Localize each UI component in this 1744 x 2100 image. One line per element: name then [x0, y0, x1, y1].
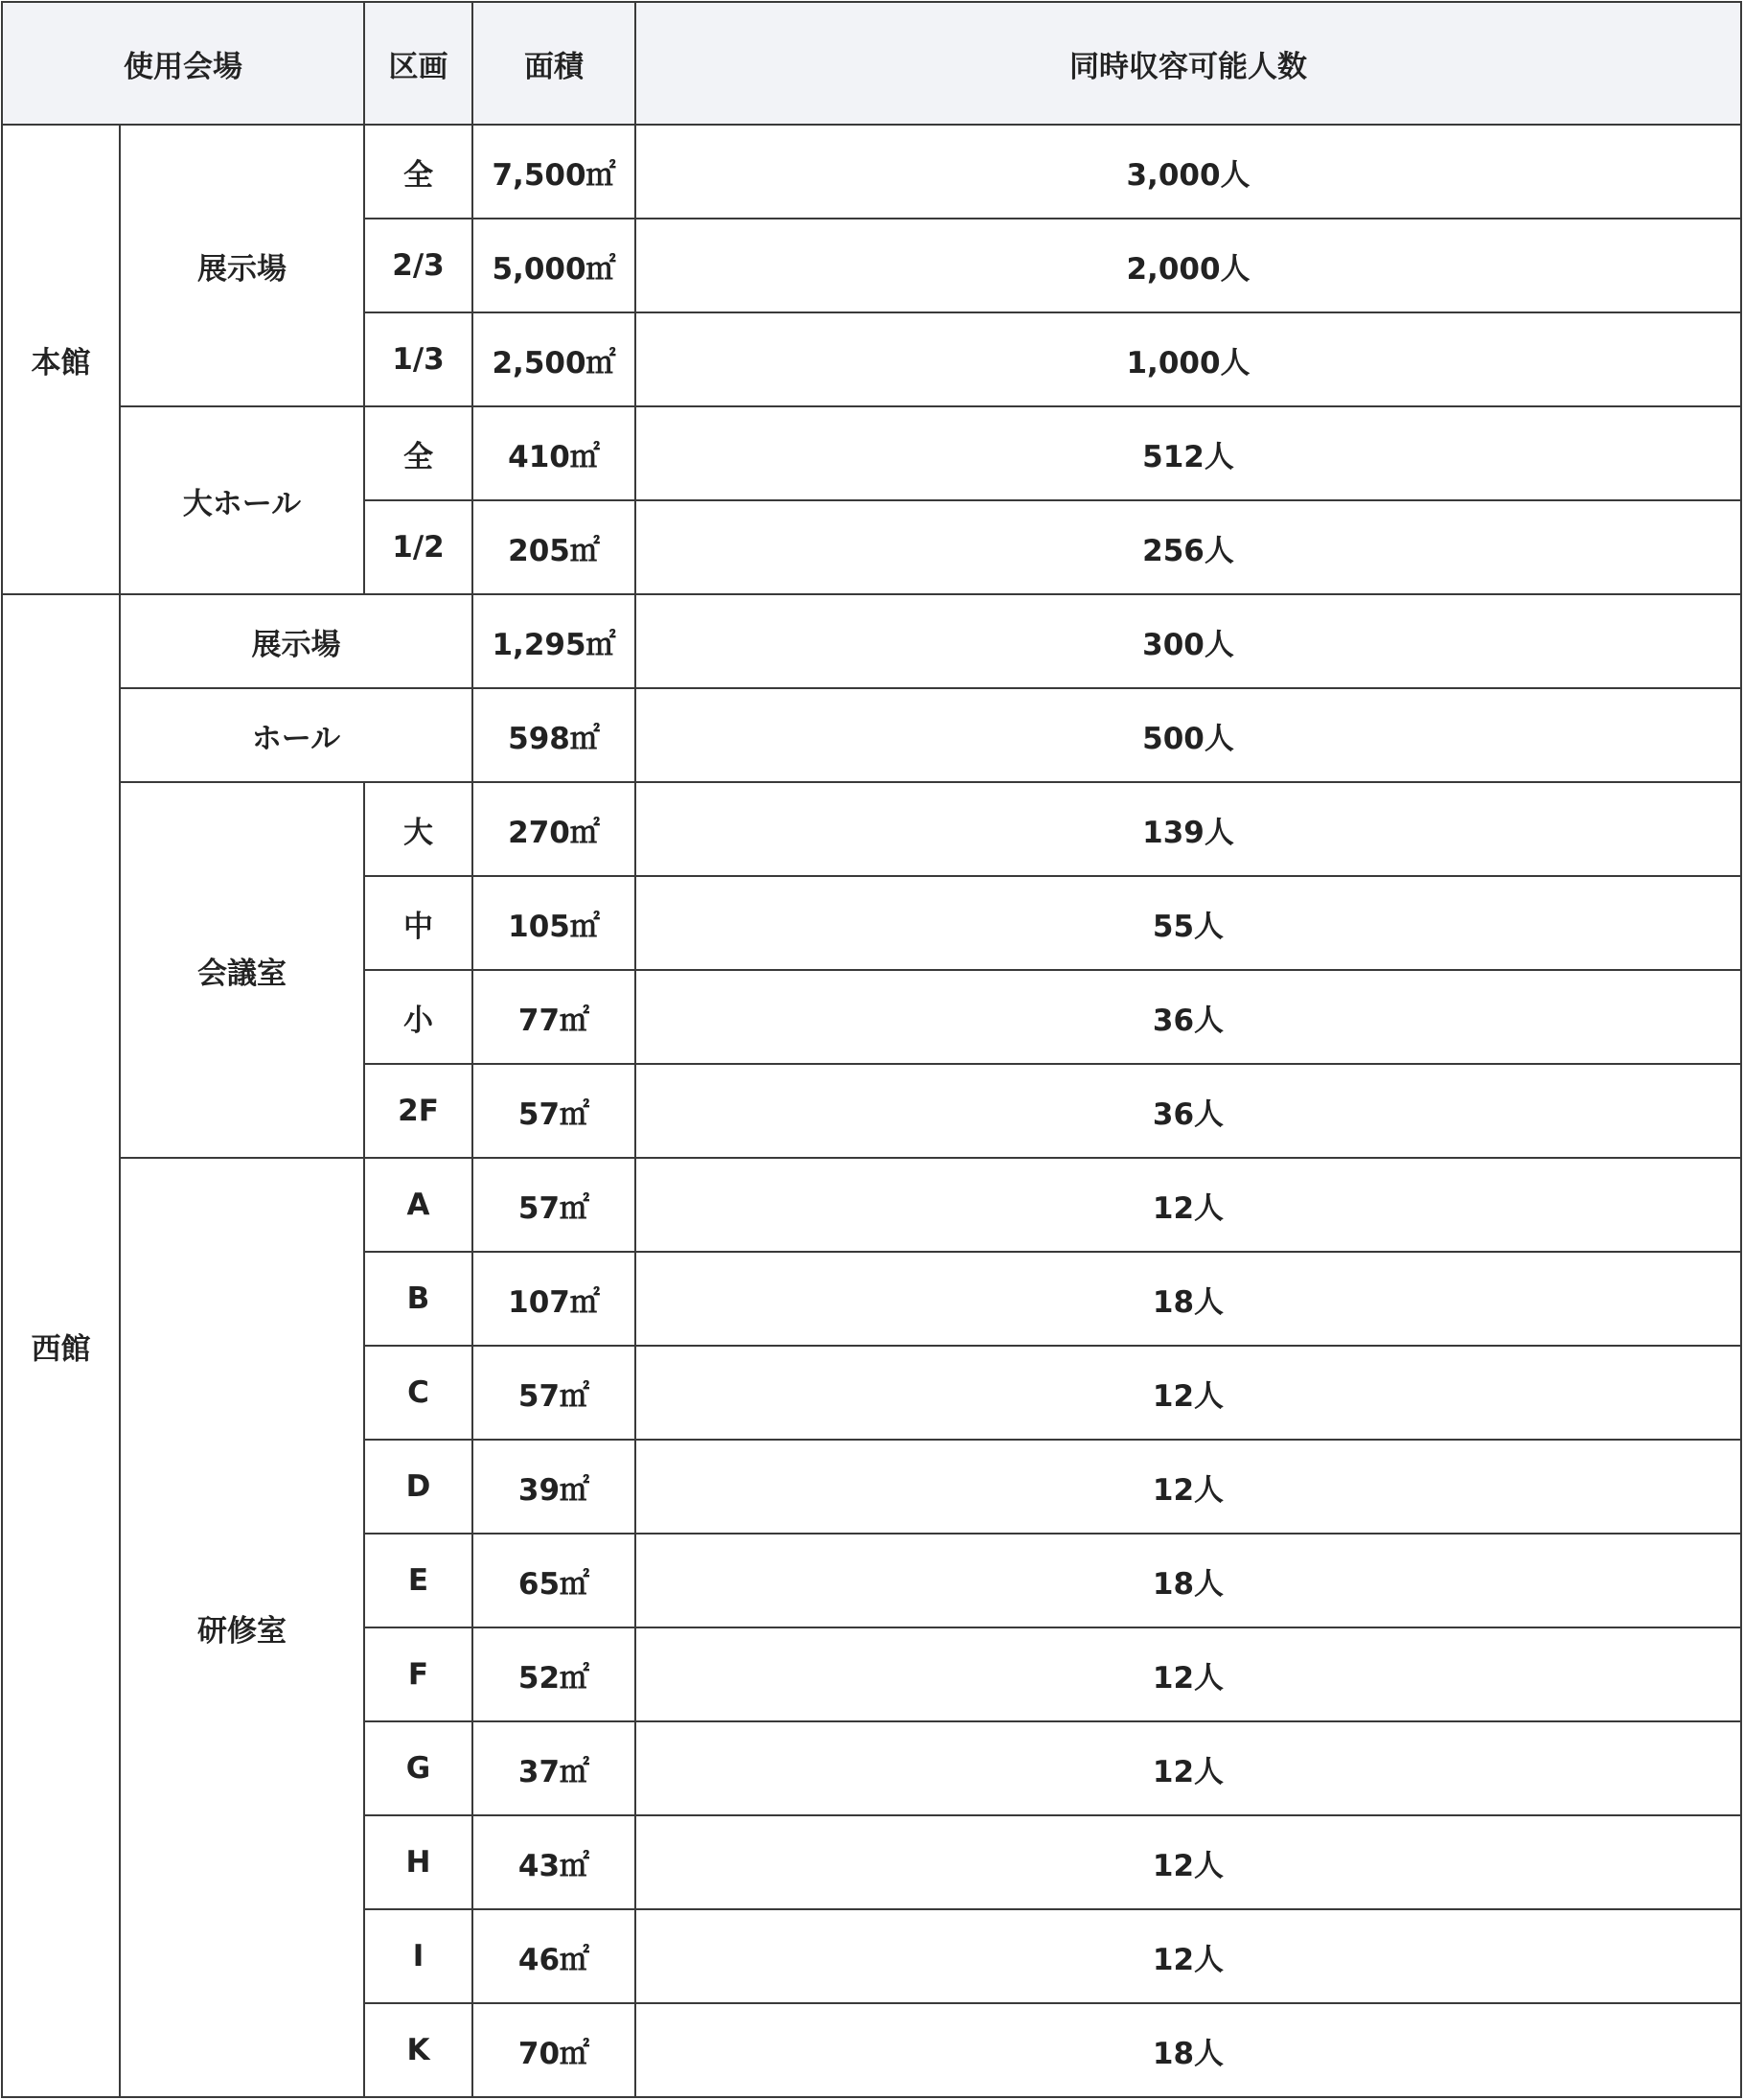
- section-cell: 全: [364, 125, 472, 219]
- venue-seikan-meeting: 会議室: [120, 782, 364, 1158]
- venue-seikan-training: 研修室: [120, 1158, 364, 2097]
- area-cell: 65㎡: [472, 1534, 635, 1627]
- capacity-cell: 139人: [635, 782, 1741, 876]
- area-cell: 52㎡: [472, 1627, 635, 1721]
- capacity-cell: 1,000人: [635, 312, 1741, 406]
- table-row: [2, 688, 1741, 782]
- section-cell: C: [364, 1346, 472, 1440]
- venue-honkan-hall: 大ホール: [120, 406, 364, 594]
- venue-seikan-hall: ホール: [120, 688, 472, 782]
- header-row: [2, 2, 1741, 125]
- capacity-cell: 18人: [635, 2003, 1741, 2097]
- section-cell: 2/3: [364, 219, 472, 312]
- area-cell: 43㎡: [472, 1815, 635, 1909]
- venue-capacity-table: [1, 1, 1742, 2098]
- capacity-cell: 18人: [635, 1534, 1741, 1627]
- header-section: 区画: [364, 2, 472, 125]
- section-cell: 2F: [364, 1064, 472, 1158]
- section-cell: 全: [364, 406, 472, 500]
- section-cell: H: [364, 1815, 472, 1909]
- area-cell: 270㎡: [472, 782, 635, 876]
- area-cell: 57㎡: [472, 1158, 635, 1252]
- area-cell: 70㎡: [472, 2003, 635, 2097]
- section-cell: D: [364, 1440, 472, 1534]
- area-cell: 7,500㎡: [472, 125, 635, 219]
- table-row: [2, 125, 1741, 219]
- section-cell: F: [364, 1627, 472, 1721]
- capacity-cell: 12人: [635, 1346, 1741, 1440]
- section-cell: A: [364, 1158, 472, 1252]
- capacity-cell: 300人: [635, 594, 1741, 688]
- capacity-cell: 2,000人: [635, 219, 1741, 312]
- section-cell: 1/2: [364, 500, 472, 594]
- venue-seikan-exhibition: 展示場: [120, 594, 472, 688]
- area-cell: 105㎡: [472, 876, 635, 970]
- area-cell: 410㎡: [472, 406, 635, 500]
- section-cell: 中: [364, 876, 472, 970]
- capacity-cell: 55人: [635, 876, 1741, 970]
- area-cell: 1,295㎡: [472, 594, 635, 688]
- building-honkan: 本館: [2, 125, 120, 594]
- capacity-cell: 256人: [635, 500, 1741, 594]
- section-cell: G: [364, 1721, 472, 1815]
- capacity-cell: 12人: [635, 1815, 1741, 1909]
- area-cell: 77㎡: [472, 970, 635, 1064]
- table-row: [2, 594, 1741, 688]
- section-cell: E: [364, 1534, 472, 1627]
- building-seikan: 西館: [2, 594, 120, 2097]
- capacity-cell: 512人: [635, 406, 1741, 500]
- section-cell: 1/3: [364, 312, 472, 406]
- area-cell: 205㎡: [472, 500, 635, 594]
- section-cell: 小: [364, 970, 472, 1064]
- area-cell: 5,000㎡: [472, 219, 635, 312]
- area-cell: 598㎡: [472, 688, 635, 782]
- capacity-cell: 36人: [635, 970, 1741, 1064]
- capacity-cell: 12人: [635, 1909, 1741, 2003]
- capacity-cell: 12人: [635, 1721, 1741, 1815]
- area-cell: 37㎡: [472, 1721, 635, 1815]
- table-row: [2, 782, 1741, 876]
- area-cell: 2,500㎡: [472, 312, 635, 406]
- area-cell: 107㎡: [472, 1252, 635, 1346]
- capacity-cell: 500人: [635, 688, 1741, 782]
- area-cell: 39㎡: [472, 1440, 635, 1534]
- header-venue: 使用会場: [2, 2, 364, 125]
- table-row: [2, 1158, 1741, 1252]
- header-area: 面積: [472, 2, 635, 125]
- section-cell: K: [364, 2003, 472, 2097]
- capacity-cell: 12人: [635, 1158, 1741, 1252]
- section-cell: 大: [364, 782, 472, 876]
- section-cell: B: [364, 1252, 472, 1346]
- area-cell: 57㎡: [472, 1064, 635, 1158]
- section-cell: I: [364, 1909, 472, 2003]
- table-row: [2, 406, 1741, 500]
- capacity-cell: 18人: [635, 1252, 1741, 1346]
- area-cell: 57㎡: [472, 1346, 635, 1440]
- capacity-cell: 36人: [635, 1064, 1741, 1158]
- area-cell: 46㎡: [472, 1909, 635, 2003]
- capacity-cell: 12人: [635, 1440, 1741, 1534]
- header-capacity: 同時収容可能人数: [635, 2, 1741, 125]
- capacity-cell: 12人: [635, 1627, 1741, 1721]
- venue-honkan-exhibition: 展示場: [120, 125, 364, 406]
- capacity-cell: 3,000人: [635, 125, 1741, 219]
